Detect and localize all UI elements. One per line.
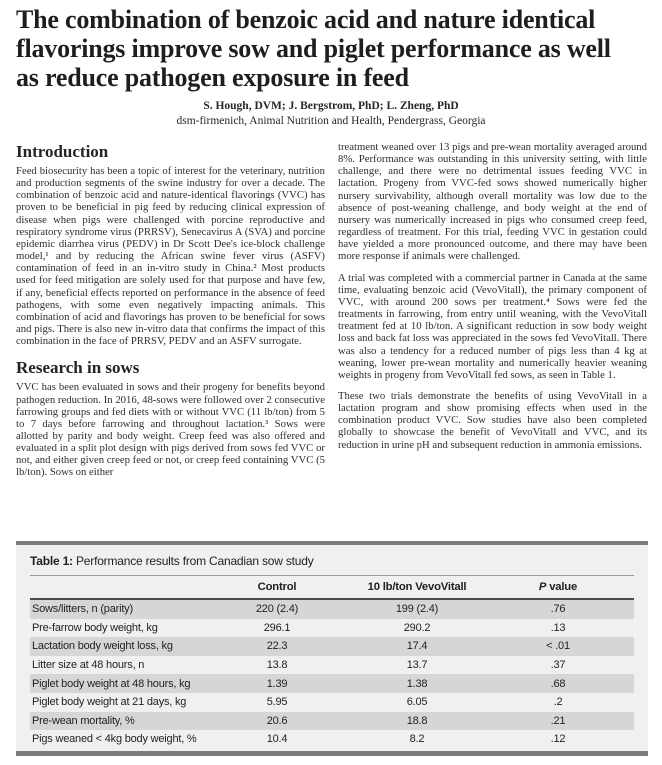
article-title: The combination of benzoic acid and nature identical flavorings improve sow and piglet performance as well as reduce pathogen exposure in feed (16, 5, 611, 92)
header-vevovitall: 10 lb/ton VevoVitall (367, 581, 467, 593)
header-control: Control (257, 581, 297, 593)
cell-p-value: .2 (553, 696, 563, 709)
table-row-piglet-weight-21d (30, 693, 634, 712)
cell-p-value: < .01 (546, 640, 570, 653)
table-row-sows-litters (30, 600, 634, 619)
section-heading-research-in-sows: Research in sows (16, 358, 140, 378)
cell-p-value: .13 (550, 621, 566, 634)
article-body (16, 141, 647, 479)
row-label: Lactation body weight loss, kg (32, 640, 173, 653)
row-label: Sows/litters, n (parity) (32, 603, 133, 616)
cell-vevovitall: 1.38 (406, 677, 428, 690)
row-label: Litter size at 48 hours, n (32, 659, 145, 672)
table-header-row (30, 576, 634, 598)
p-value-rest: value (546, 581, 578, 593)
right-paragraph-1: treatment weaned over 13 pigs and pre-wean mortality averaged around 8%. Performance was outstanding in this university setting, with little challenge, and there were no detrimental issues feeding VVC in lactation. Progeny from VVC-fed sows showed numerically higher nursery survivability, although overall mortality was low due to the absence of post-weaning challenge, and body weight at the end of nursery was numerically increased in pigs who consumed creep feed, regardless of treatment. For this trial, feeding VVC in gestation could have yielded a more pronounced outcome, and there may have been more response if animals were challenged. (338, 141, 647, 263)
cell-control: 22.3 (266, 640, 288, 653)
table-row-pre-wean-mortality (30, 712, 634, 731)
cell-vevovitall: 8.2 (409, 733, 425, 746)
table-row-piglet-weight-48h (30, 674, 634, 693)
row-label: Pigs weaned < 4kg body weight, % (32, 733, 197, 746)
row-label: Pre-wean mortality, % (32, 714, 135, 727)
affiliation-line: dsm-firmenich, Animal Nutrition and Health, Pendergrass, Georgia (176, 114, 486, 127)
cell-control: 220 (2.4) (255, 603, 299, 616)
row-label: Pre-farrow body weight, kg (32, 621, 158, 634)
right-paragraph-3: These two trials demonstrate the benefits of using VevoVitall in a lactation program and show promising effects when used in the combination product VVC. Sow studies have also been completed globally to showcase the benefit of VevoVitall and VVC, and its reduction in urine pH and subsequent reduction in ammonia emissions. (338, 389, 647, 451)
table-1 (16, 541, 648, 756)
row-label: Piglet body weight at 21 days, kg (32, 696, 187, 709)
cell-control: 20.6 (266, 714, 288, 727)
table-caption-label: Table 1: (30, 554, 73, 568)
cell-control: 10.4 (266, 733, 288, 746)
cell-p-value: .76 (550, 603, 566, 616)
cell-p-value: .37 (550, 659, 566, 672)
row-label: Piglet body weight at 48 hours, kg (32, 677, 191, 690)
cell-vevovitall: 13.7 (406, 659, 428, 672)
table-caption (30, 545, 634, 569)
section-heading-introduction: Introduction (16, 142, 109, 161)
table-caption-text: Performance results from Canadian sow study (72, 554, 314, 568)
header-p-value (482, 581, 634, 593)
right-paragraph-2: A trial was completed with a commercial partner in Canada at the same time, evaluating benzoic acid (VevoVitall), the primary component of VVC, with around 200 sows per treatment.⁴ Sows were fed the treatments in farrowing, from entry until weaning, with the VevoVitall treatment fed at 10 lb/ton. A significant reduction in sow body weight loss and back fat loss was appreciated in the sows fed VevoVitall. There was also a tendency for a reduced number of pigs less than 4 kg at weaning, lower pre-wean mortality and numerically heavier weaning weights in progeny from VevoVitall fed sows, as seen in Table 1. (338, 271, 647, 381)
table-row-litter-size (30, 656, 634, 675)
table-row-pre-farrow-weight (30, 619, 634, 638)
table-1-body (16, 545, 648, 751)
table-row-lactation-weight-loss (30, 637, 634, 656)
cell-vevovitall: 290.2 (403, 621, 431, 634)
cell-vevovitall: 6.05 (406, 696, 428, 709)
p-value-italic: P (538, 581, 547, 593)
authors-line: S. Hough, DVM; J. Bergstrom, PhD; L. Zheng, PhD (203, 100, 459, 112)
cell-vevovitall: 18.8 (406, 714, 428, 727)
cell-vevovitall: 17.4 (406, 640, 428, 653)
right-column (338, 141, 647, 479)
left-column (16, 141, 325, 479)
cell-control: 296.1 (263, 621, 291, 634)
introduction-paragraph: Feed biosecurity has been a topic of interest for the veterinary, nutrition and production segments of the swine industry for over a decade. The combination of benzoic acid and nature-identical flavorings (VVC) has proven to be beneficial in pig feed by reducing clinical expression of disease when pigs were challenged with porcine reproductive and respiratory syndrome virus (PRRSV), Senecavirus A (SVA) and porcine epidemic diarrhea virus (PEDV) in Dr Scott Dee's ice-block challenge model,¹ and by reducing the African swine fever virus (ASFV) contamination of feed in an in-vitro study in China.² Most products used for feed mitigation are solely used for that purpose and have few, if any, beneficial effects reported on performance in the absence of feed pathogens, with some even negatively impacting animals. This combination of acid and flavorings has proven to be beneficial for sows and pigs. There is also new in-vitro data that confirms the impact of this combination in the face of PRRSV, PEDV and an ASFV surrogate. (16, 165, 325, 348)
cell-control: 13.8 (266, 659, 288, 672)
cell-control: 5.95 (266, 696, 288, 709)
table-row-pigs-weaned-under-4kg (30, 730, 634, 749)
cell-p-value: .68 (550, 677, 566, 690)
cell-p-value: .12 (550, 733, 566, 746)
cell-p-value: .21 (550, 714, 566, 727)
byline (0, 99, 662, 128)
research-paragraph: VVC has been evaluated in sows and their progeny for benefits beyond pathogen reduction. In 2016, 48-sows were followed over 2 consecutive farrowing groups and fed diets with or without VVC (11 lb/ton) from 5 to 7 days before farrowing and throughout lactation.³ Sows were allotted by parity and body weight. Creep feed was also offered and evaluated in a split plot design with pigs derived from sows fed VVC or not, and either given creep feed or not, or creep feed containing VVC (5 lb/ton). Sows on either (16, 381, 325, 479)
cell-vevovitall: 199 (2.4) (395, 603, 439, 616)
table-bottom-rule (16, 751, 648, 756)
cell-control: 1.39 (266, 677, 288, 690)
